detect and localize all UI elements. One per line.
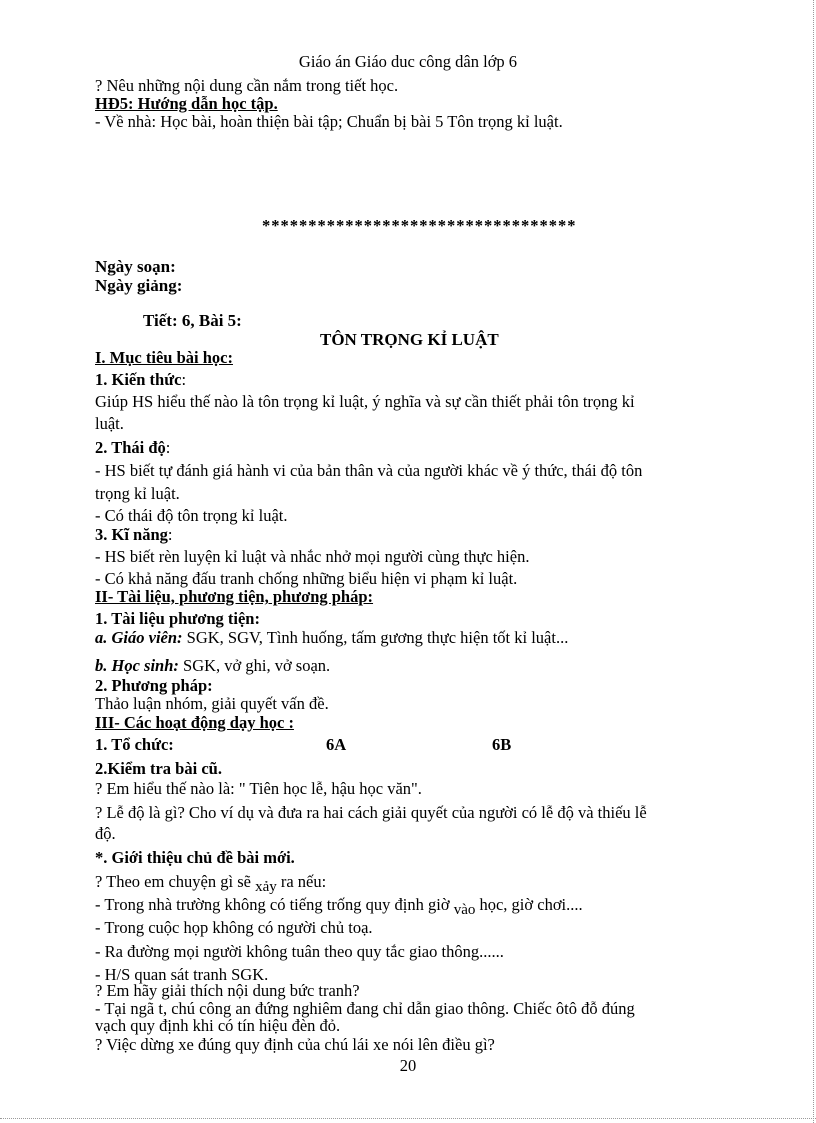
bullet-school-b: học, giờ chơi....	[475, 895, 583, 914]
lesson-title: TÔN TRỌNG KỈ LUẬT	[320, 330, 499, 349]
bullet-observe: - H/S quan sát tranh SGK.	[95, 965, 269, 984]
question-picture: ? Em hãy giải thích nội dung bức tranh?	[95, 981, 360, 1000]
page-number: 20	[399, 1056, 417, 1075]
bullet-meeting: - Trong cuộc họp không có người chủ toạ.	[95, 918, 373, 937]
check-old-lesson-heading: 2.Kiểm tra bài cũ.	[95, 759, 222, 778]
separator: **********************************	[262, 216, 577, 235]
intro-question-b: ra nếu:	[276, 872, 327, 891]
intro-question-sub: xảy	[255, 879, 277, 895]
intro-heading: *. Giới thiệu chủ đề bài mới.	[95, 848, 295, 867]
knowledge-line-1: Giúp HS hiểu thế nào là tôn trọng kỉ luật, ý nghĩa và sự cần thiết phải tôn trọng kỉ	[95, 392, 635, 411]
skill-line-1: - HS biết rèn luyện kỉ luật và nhắc nhở mọi người cùng thực hiện.	[95, 547, 530, 566]
page-header: Giáo án Giáo duc công dân lớp 6	[298, 52, 518, 71]
ngay-giang-label: Ngày giảng:	[95, 276, 183, 295]
ngay-soan-label: Ngày soạn:	[95, 257, 176, 276]
section-2-1-heading: 1. Tài liệu phương tiện:	[95, 609, 260, 628]
bullet-traffic: - Ra đường mọi người không tuân theo quy tắc giao thông......	[95, 942, 504, 961]
student-materials: SGK, vở ghi, vở soạn.	[178, 656, 331, 675]
lesson-number: Tiết: 6, Bài 5:	[143, 311, 242, 330]
question-driver: ? Việc dừng xe đúng quy định của chú lái xe nói lên điều gì?	[95, 1035, 495, 1054]
bullet-school-sub: vào	[453, 902, 476, 918]
teacher-materials: SGK, SGV, Tình huống, tấm gương thực hiện tốt kỉ luật...	[182, 628, 569, 647]
bullet-school-a: - Trong nhà trường không có tiếng trống quy định giờ	[95, 895, 454, 914]
section-1-1-colon: :	[181, 370, 187, 389]
answer-line-2: vạch quy định khi có tín hiệu đèn đỏ.	[95, 1016, 341, 1035]
section-2-heading: II- Tài liệu, phương tiện, phương pháp:	[95, 587, 374, 606]
teacher-label: a. Giáo viên:	[95, 628, 183, 647]
section-1-2-label: 2. Thái độ	[95, 438, 166, 457]
section-1-3-colon: :	[167, 525, 173, 544]
section-1-3-label: 3. Kĩ năng	[95, 525, 168, 544]
attitude-line-2: trọng kỉ luật.	[95, 484, 180, 503]
section-1-heading: I. Mục tiêu bài học:	[95, 348, 233, 367]
methods-line: Thảo luận nhóm, giải quyết vấn đề.	[95, 694, 329, 713]
old-question-2-line-1: ? Lễ độ là gì? Cho ví dụ và đưa ra hai cách giải quyết của người có lễ độ và thiếu lễ	[95, 803, 647, 822]
old-question-1: ? Em hiểu thế nào là: " Tiên học lễ, hậu học văn".	[95, 779, 422, 798]
page-edge-bottom	[0, 1118, 816, 1119]
organization-label: 1. Tổ chức:	[95, 735, 174, 754]
section-1-2-colon: :	[165, 438, 171, 457]
review-question: ? Nêu những nội dung cần nắm trong tiết học.	[95, 76, 399, 95]
hd5-heading: HĐ5: Hướng dẫn học tập.	[95, 94, 278, 113]
homework-line: - Về nhà: Học bài, hoàn thiện bài tập; Chuẩn bị bài 5 Tôn trọng kỉ luật.	[95, 112, 563, 131]
skill-line-2: - Có khả năng đấu tranh chống những biểu hiện vi phạm kỉ luật.	[95, 569, 518, 588]
intro-question-a: ? Theo em chuyện gì sẽ	[95, 872, 256, 891]
section-1-1-label: 1. Kiến thức	[95, 370, 182, 389]
class-6b: 6B	[492, 735, 512, 754]
old-question-2-line-2: độ.	[95, 824, 116, 843]
attitude-line-1: - HS biết tự đánh giá hành vi của bản thân và của người khác về ý thức, thái độ tôn	[95, 461, 643, 480]
class-6a: 6A	[326, 735, 347, 754]
answer-line-1: - Tại ngã t, chú công an đứng nghiêm đang chỉ dẫn giao thông. Chiếc ôtô đỗ đúng	[95, 999, 635, 1018]
section-1-2-heading	[95, 438, 170, 458]
section-3-heading: III- Các hoạt động dạy học :	[95, 713, 294, 732]
section-1-1-heading	[95, 370, 186, 390]
section-2-2-heading: 2. Phương pháp:	[95, 676, 213, 695]
attitude-line-3: - Có thái độ tôn trọng kỉ luật.	[95, 506, 288, 525]
knowledge-line-2: luật.	[95, 414, 124, 433]
section-1-3-heading	[95, 525, 173, 545]
page-edge-right	[813, 0, 814, 1123]
student-label: b. Học sinh:	[95, 656, 179, 675]
